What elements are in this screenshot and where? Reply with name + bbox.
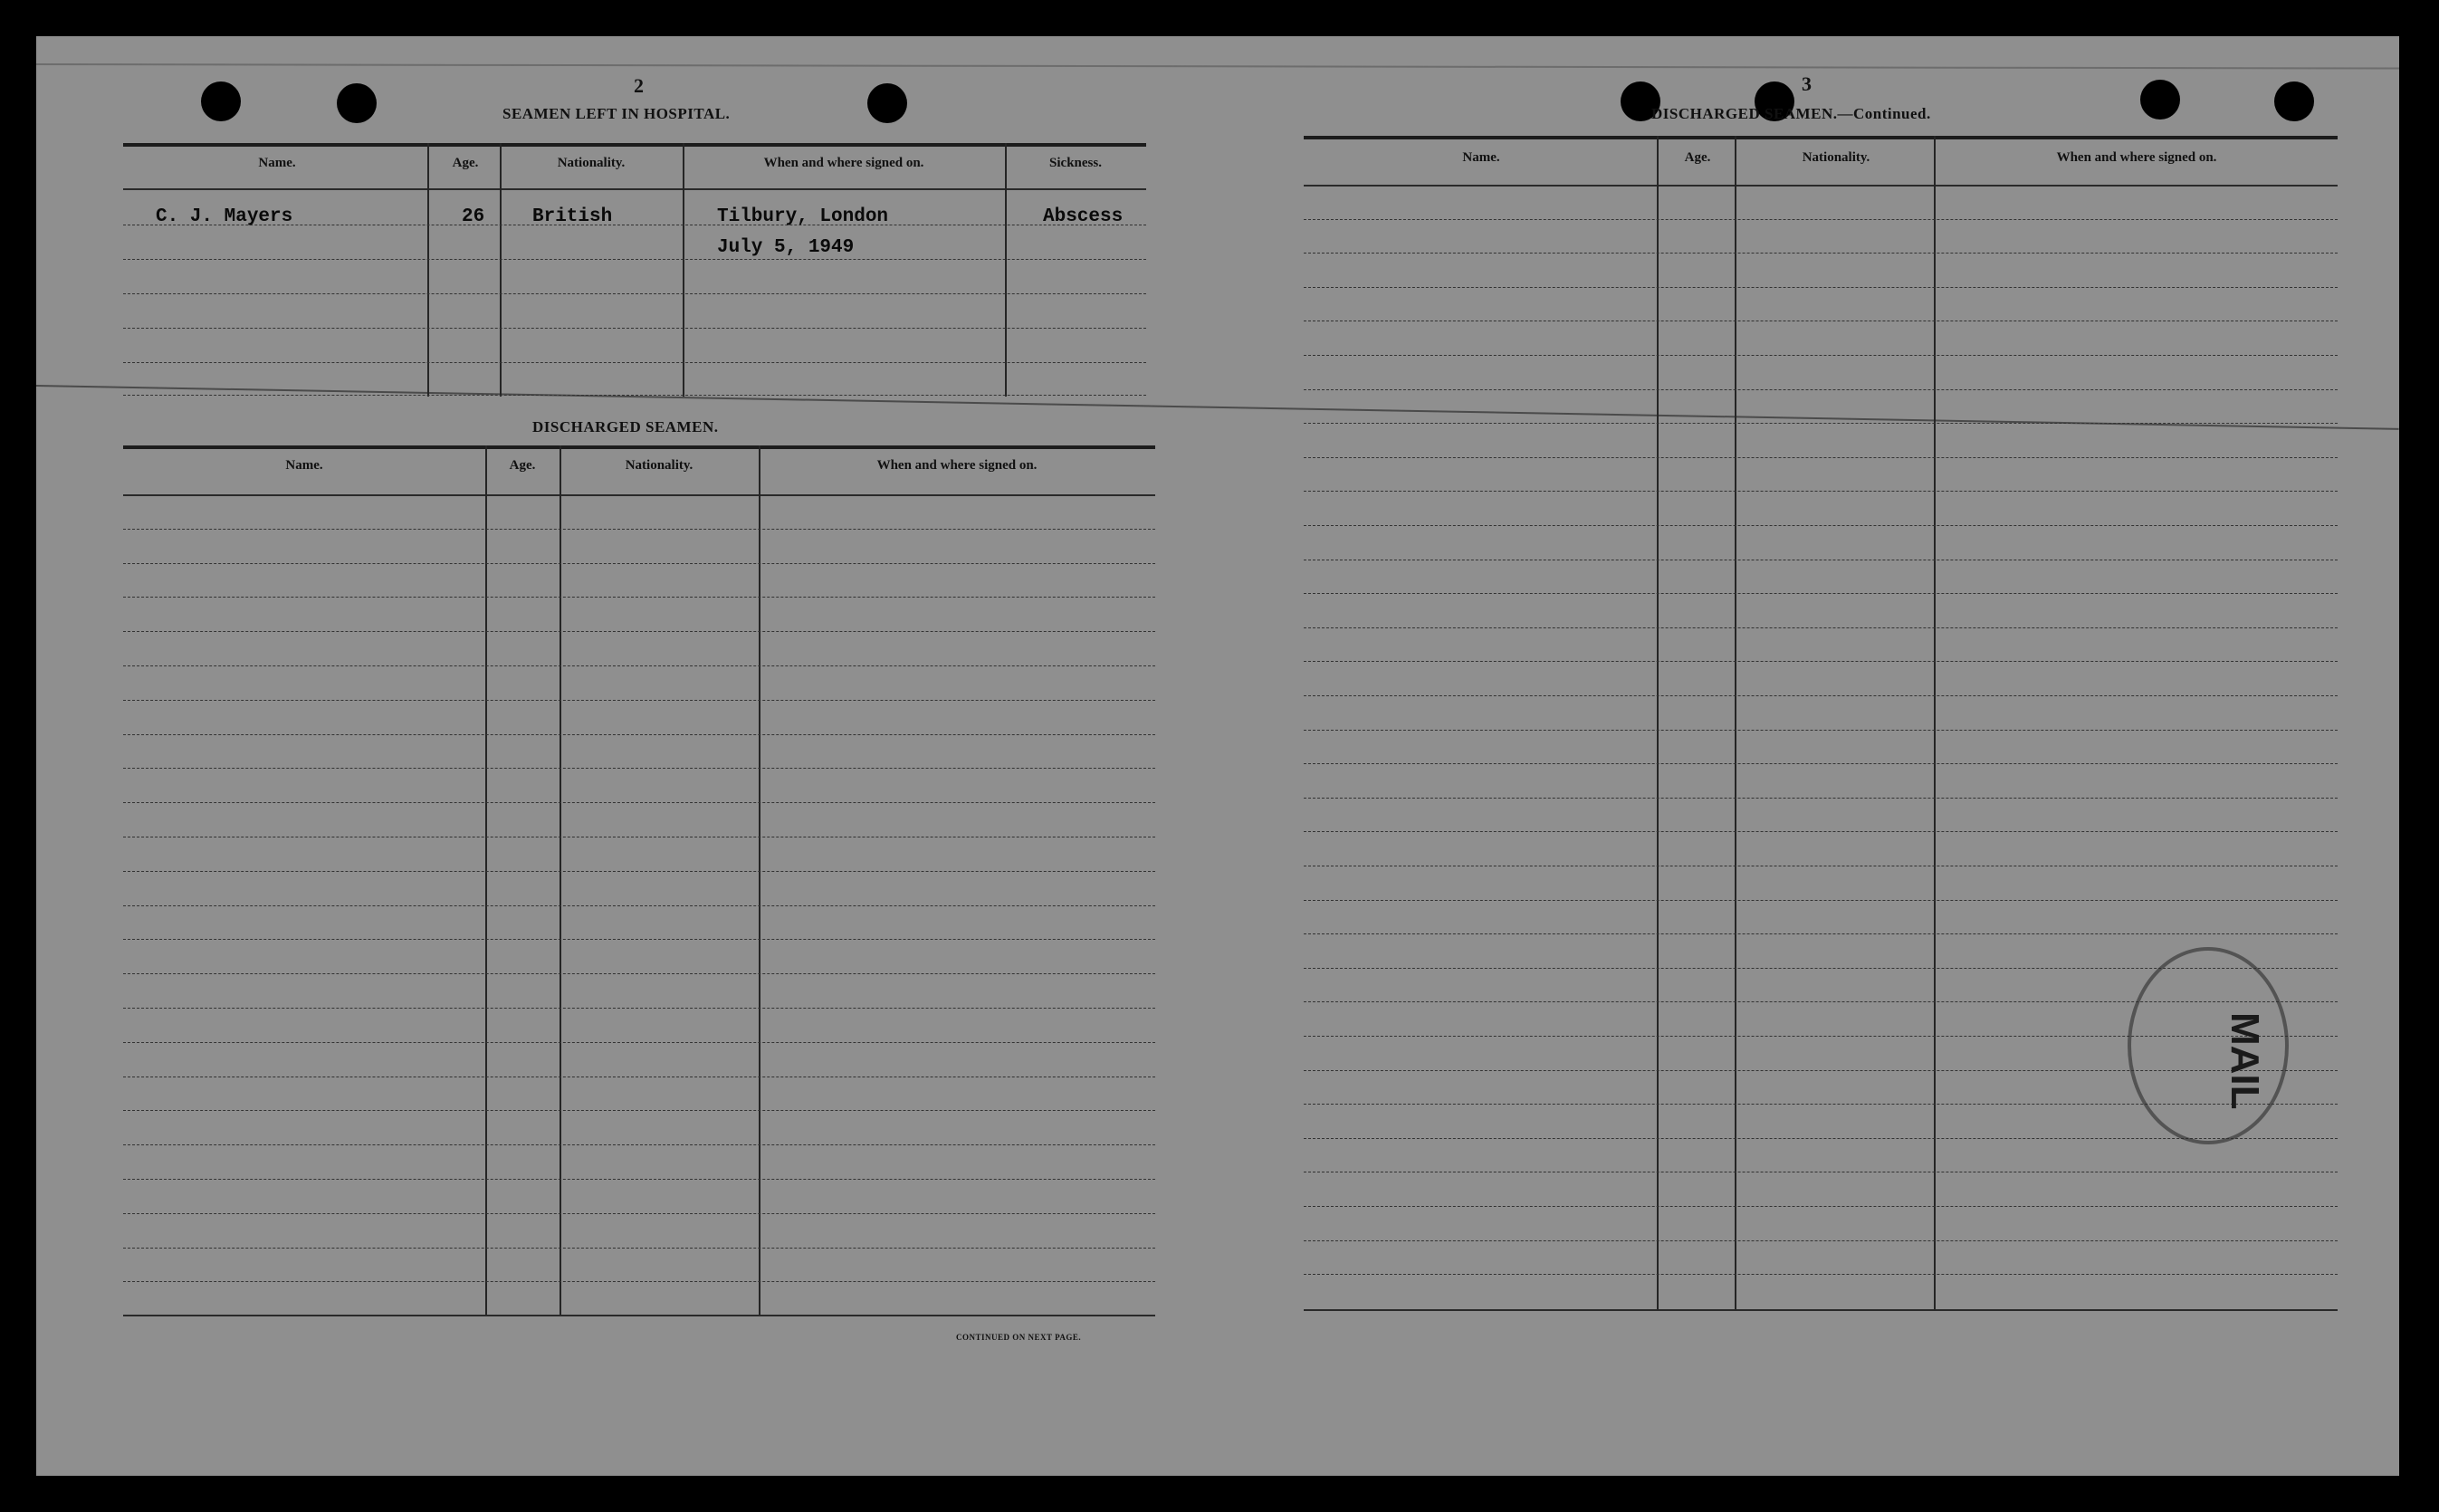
- table-row: [1304, 253, 2338, 254]
- column-header-nationality: Nationality.: [1802, 150, 1870, 165]
- table-row: [1304, 627, 2338, 628]
- table-row: [1304, 763, 2338, 764]
- table-row: [1304, 1274, 2338, 1275]
- table-row: [1304, 423, 2338, 424]
- table-row: [1304, 831, 2338, 832]
- page-number: 2: [634, 74, 644, 97]
- table-row: [1304, 219, 2338, 220]
- table-row: [1304, 1206, 2338, 1207]
- page-number: 3: [1802, 72, 1812, 95]
- table-row: [1304, 798, 2338, 799]
- table-row: [1304, 355, 2338, 356]
- column-header-age: Age.: [1684, 150, 1711, 165]
- table-row: [1304, 730, 2338, 731]
- table-row: [1304, 695, 2338, 696]
- table-row: [1304, 661, 2338, 662]
- table-row: [1304, 389, 2338, 390]
- column-header-nationality: Nationality.: [557, 156, 626, 170]
- column-header-name: Name.: [285, 458, 323, 473]
- table-top-rule: [1304, 136, 2338, 139]
- table-row: [1304, 287, 2338, 288]
- table-row: [1304, 900, 2338, 901]
- document-sheet: [36, 36, 2399, 1476]
- column-header-age: Age.: [509, 458, 536, 473]
- column-header-signed-on: When and where signed on.: [876, 458, 1038, 473]
- discharged-section-title: DISCHARGED SEAMEN.: [532, 418, 719, 435]
- right-page: [36, 36, 2399, 1476]
- column-header-signed-on: When and where signed on.: [2056, 150, 2217, 165]
- entry-signed-on-date: July 5, 1949: [717, 237, 855, 258]
- table-bottom-rule: [1304, 1309, 2338, 1311]
- table-row: [1304, 1240, 2338, 1241]
- hospital-section-title: SEAMEN LEFT IN HOSPITAL.: [502, 105, 731, 122]
- entry-name: C. J. Mayers: [156, 206, 293, 227]
- column-header-nationality: Nationality.: [625, 458, 693, 473]
- continued-footer: CONTINUED ON NEXT PAGE.: [956, 1333, 1082, 1342]
- stamp-text: MAIL: [2223, 1012, 2267, 1110]
- entry-nationality: British: [532, 206, 613, 227]
- table-row: [1304, 491, 2338, 492]
- column-header-age: Age.: [452, 156, 479, 170]
- column-header-signed-on: When and where signed on.: [763, 156, 924, 170]
- entry-signed-on-place: Tilbury, London: [717, 206, 889, 227]
- table-row: [1304, 525, 2338, 526]
- column-header-sickness: Sickness.: [1049, 156, 1102, 170]
- entry-age: 26: [462, 206, 485, 227]
- table-row: [1304, 933, 2338, 934]
- table-row: [1304, 593, 2338, 594]
- column-header-name: Name.: [258, 156, 296, 170]
- column-header-name: Name.: [1462, 150, 1500, 165]
- table-row: [1304, 457, 2338, 458]
- entry-sickness: Abscess: [1043, 206, 1124, 227]
- right-section-title: DISCHARGED SEAMEN.—Continued.: [1651, 105, 1931, 122]
